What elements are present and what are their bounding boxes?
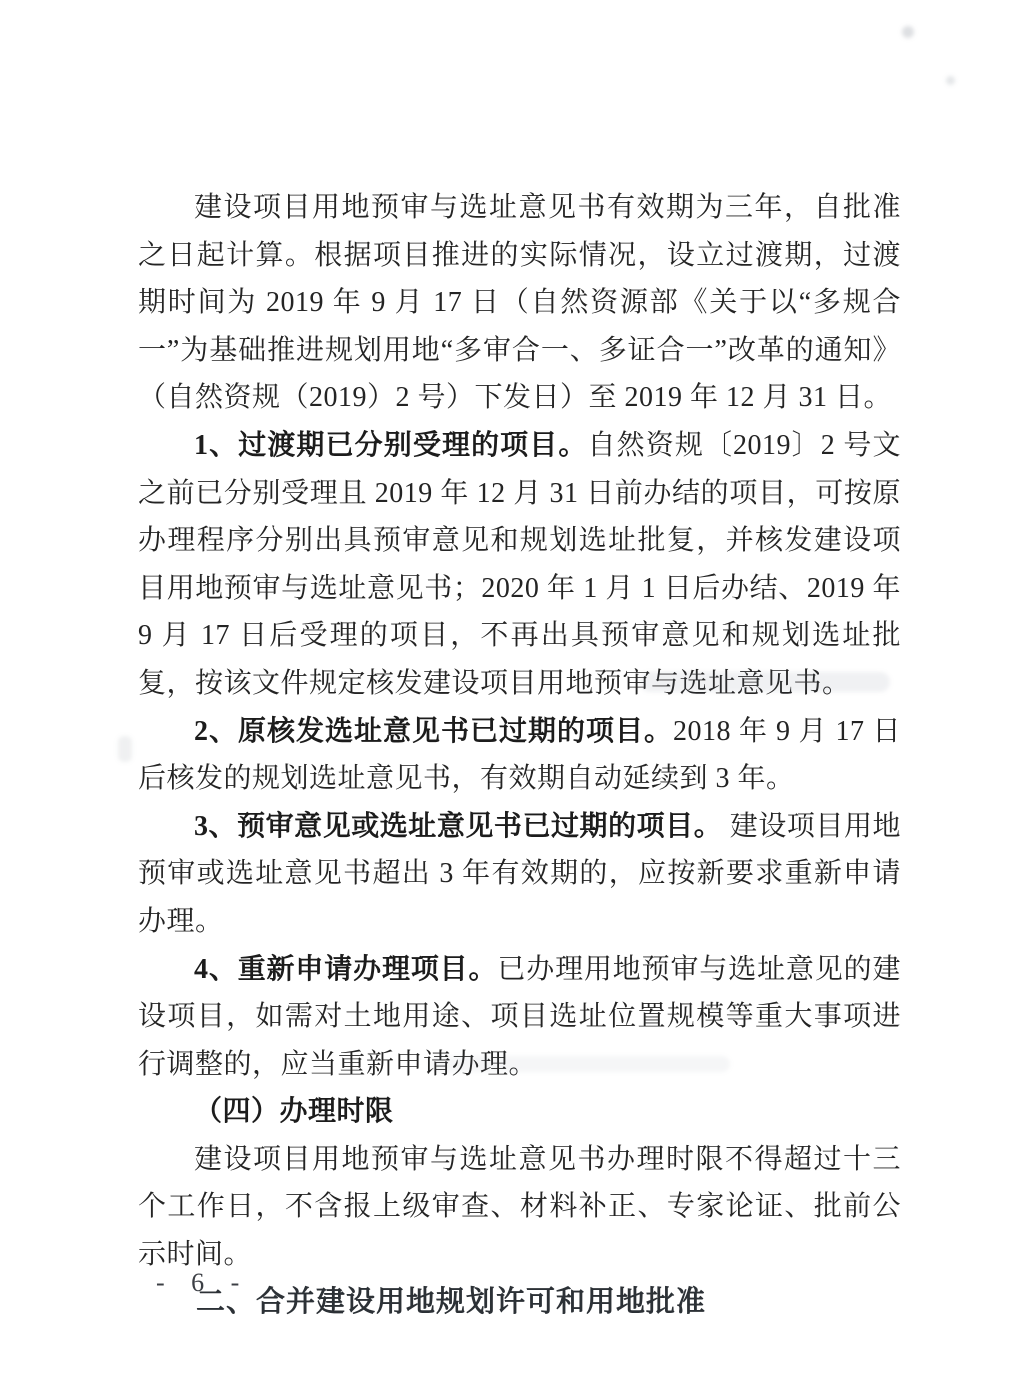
document-body bbox=[138, 184, 901, 1326]
item-1-text: 自然资规〔2019〕2 号文之前已分别受理且 2019 年 12 月 31 日前办结的项目，可按原办理程序分别出具预审意见和规划选址批复，并核发建设项目用地预审与选址意见书；2020 年 1 月 1 日后办结、2019 年 9 月 17 日后受理的项目，不再出具预审意见和规划选址批复，按该文件规定核发建设项目用地预审与选址意见书。 bbox=[138, 429, 901, 699]
paragraph-text: 建设项目用地预审与选址意见书有效期为三年，自批准之日起计算。根据项目推进的实际情况，设立过渡期，过渡期时间为 2019 年 9 月 17 日（自然资源部《关于以“多规合一”为基础推进规划用地“多审合一、多证合一”改革的通知》（自然资规（2019）2 号）下发日）至 2019 年 12 月 31 日。 bbox=[138, 192, 901, 414]
paragraph-item-4 bbox=[138, 946, 901, 1089]
paragraph-item-3 bbox=[138, 803, 901, 946]
item-3-text: 建设项目用地预审或选址意见书超出 3 年有效期的，应按新要求重新申请办理。 bbox=[138, 810, 901, 937]
scan-artifact bbox=[946, 76, 955, 85]
scan-artifact bbox=[118, 736, 132, 762]
page-number: - 6 - bbox=[156, 1268, 250, 1297]
item-4-title: 4、重新申请办理项目。 bbox=[194, 953, 498, 985]
heading-section-4-text: （四）办理时限 bbox=[194, 1096, 394, 1128]
item-2-title: 2、原核发选址意见书已过期的项目。 bbox=[194, 715, 673, 747]
item-1-title: 1、过渡期已分别受理的项目。 bbox=[194, 429, 588, 461]
paragraph-time-limit bbox=[138, 1136, 901, 1279]
heading-chapter-2-text: 二、合并建设用地规划许可和用地批准 bbox=[196, 1285, 707, 1318]
item-2-text: 2018 年 9 月 17 日后核发的规划选址意见书，有效期自动延续到 3 年。 bbox=[138, 715, 901, 795]
paragraph-validity-intro bbox=[138, 184, 901, 422]
paragraph-item-2 bbox=[138, 708, 901, 803]
heading-chapter-2 bbox=[138, 1279, 901, 1327]
heading-section-4 bbox=[138, 1088, 901, 1136]
item-3-title: 3、预审意见或选址意见书已过期的项目。 bbox=[194, 810, 723, 842]
item-4-text: 已办理用地预审与选址意见的建设项目，如需对土地用途、项目选址位置规模等重大事项进行调整的，应当重新申请办理。 bbox=[138, 953, 901, 1080]
scan-artifact bbox=[902, 26, 914, 38]
paragraph-item-1 bbox=[138, 422, 901, 708]
paragraph-text: 建设项目用地预审与选址意见书办理时限不得超过十三个工作日，不含报上级审查、材料补正、专家论证、批前公示时间。 bbox=[138, 1143, 901, 1271]
